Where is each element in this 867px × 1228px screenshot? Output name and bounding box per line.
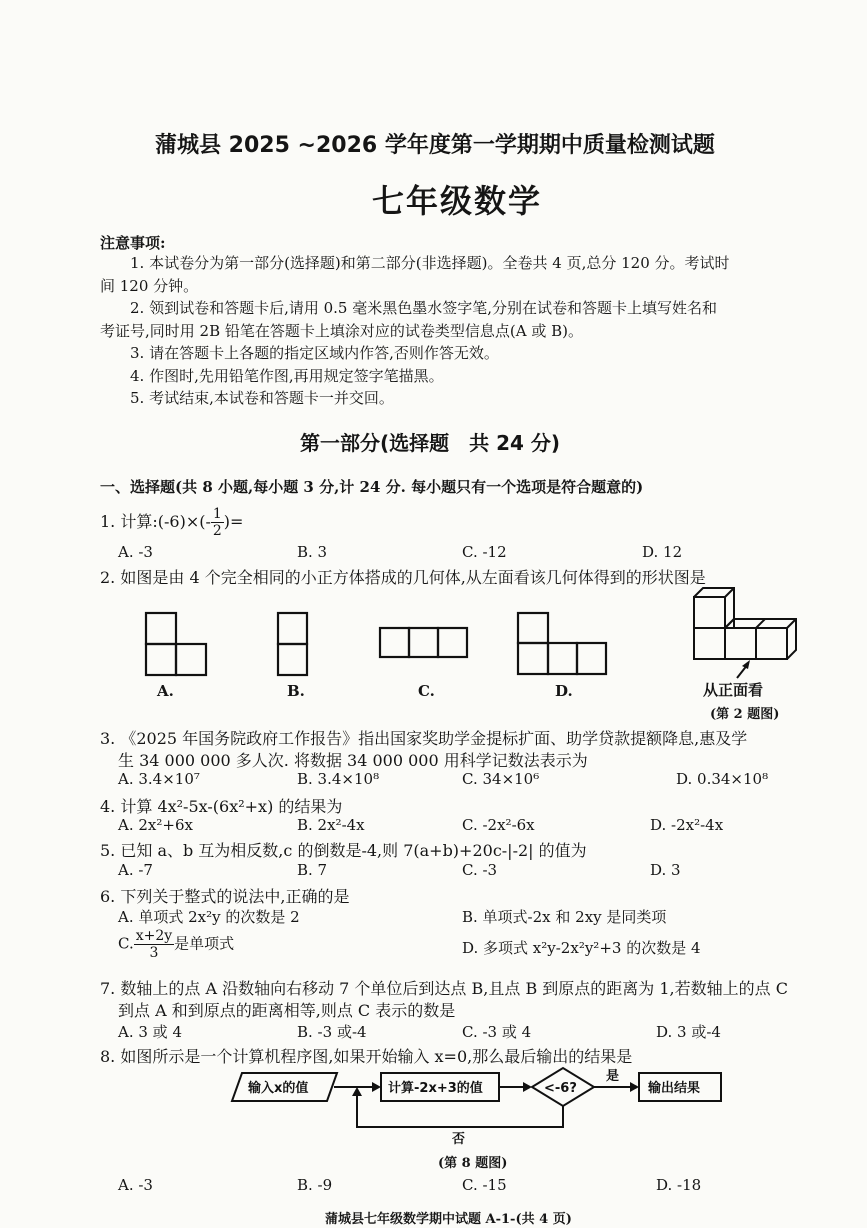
- question-7-line-1: 7. 数轴上的点 A 沿数轴向右移动 7 个单位后到达点 B,且点 B 到原点的距离为 1,若数轴上的点 C: [100, 979, 788, 998]
- option-c: C. 34×10⁶: [462, 770, 540, 788]
- subject-title: 七年级数学: [372, 182, 543, 220]
- option-a: A. -7: [118, 861, 153, 879]
- page-footer: 蒲城县七年级数学期中试题 A-1-(共 4 页): [325, 1212, 572, 1227]
- option-a-label: A.: [157, 682, 174, 700]
- part-title: 第一部分(选择题 共 24 分): [300, 431, 561, 455]
- option-d: D. 12: [642, 543, 683, 561]
- option-d-label: D.: [555, 682, 573, 700]
- question-4: 4. 计算 4x²-5x-(6x²+x) 的结果为: [100, 797, 343, 816]
- decision-diamond: [532, 1068, 594, 1106]
- svg-text:否: 否: [452, 1132, 466, 1147]
- option-c: C. $\frac{x+2y}{3}$ 是单项式: [118, 928, 235, 961]
- option-c: C. -15: [462, 1176, 507, 1194]
- loop-no: [357, 1092, 563, 1127]
- svg-text:<-6?: <-6?: [544, 1081, 577, 1096]
- option-a: A. 2x²+6x: [118, 816, 193, 834]
- option-b: B. 2x²-4x: [297, 816, 365, 834]
- input-box: [232, 1073, 337, 1101]
- option-a: A. 3 或 4: [118, 1023, 182, 1041]
- option-b: B. 3.4×10⁸: [297, 770, 380, 788]
- option-d: D. 3: [650, 861, 681, 879]
- option-b: B. 3: [297, 543, 328, 561]
- option-d: D. 多项式 x²y-2x²y²+3 的次数是 4: [462, 939, 701, 957]
- svg-text:输出结果: 输出结果: [648, 1081, 701, 1096]
- question-1-tail: )=: [223, 512, 244, 531]
- option-b: B. 单项式-2x 和 2xy 是同类项: [462, 908, 667, 926]
- option-d: D. 3 或-4: [656, 1023, 721, 1041]
- notice-line: 1. 本试卷分为第一部分(选择题)和第二部分(非选择题)。全卷共 4 页,总分 120 分。考试时: [130, 254, 730, 272]
- notice-heading: 注意事项:: [100, 234, 166, 252]
- option-d: D. 0.34×10⁸: [676, 770, 769, 788]
- fraction: $\frac{1}{2}$: [212, 506, 222, 539]
- option-a: A. 单项式 2x²y 的次数是 2: [118, 908, 300, 926]
- output-box: [639, 1073, 721, 1101]
- figure-caption: (第 2 题图): [710, 707, 780, 722]
- figure-caption: (第 8 题图): [438, 1156, 508, 1171]
- option-d: D. -18: [656, 1176, 702, 1194]
- notice-line: 3. 请在答题卡上各题的指定区域内作答,否则作答无效。: [130, 344, 499, 362]
- notice-line: 4. 作图时,先用铅笔作图,再用规定签字笔描黑。: [130, 367, 444, 385]
- option-b: B. -9: [297, 1176, 333, 1194]
- question-7-line-2: 到点 A 和到原点的距离相等,则点 C 表示的数是: [118, 1001, 456, 1020]
- svg-text:计算-2x+3的值: 计算-2x+3的值: [388, 1081, 483, 1096]
- fraction: $\frac{x+2y}{3}$: [135, 928, 173, 961]
- svg-text:输入x的值: 输入x的值: [248, 1081, 309, 1096]
- option-c: C. -2x²-6x: [462, 816, 535, 834]
- option-b-label: B.: [287, 682, 305, 700]
- question-6: 6. 下列关于整式的说法中,正确的是: [100, 887, 350, 906]
- option-c: C. -3: [462, 861, 498, 879]
- question-1-stem: 1. 计算:(-6)×(-: [100, 512, 211, 531]
- option-c: C. -3 或 4: [462, 1023, 532, 1041]
- notice-line: 2. 领到试卷和答题卡后,请用 0.5 毫米黑色墨水签字笔,分别在试卷和答题卡上填写姓名和: [130, 299, 718, 317]
- compute-box: [381, 1073, 499, 1101]
- question-8: 8. 如图所示是一个计算机程序图,如果开始输入 x=0,那么最后输出的结果是: [100, 1047, 633, 1066]
- option-b: B. -3 或-4: [297, 1023, 367, 1041]
- notice-line: 间 120 分钟。: [100, 277, 199, 295]
- option-d: D. -2x²-4x: [650, 816, 724, 834]
- option-b: B. 7: [297, 861, 328, 879]
- svg-text:是: 是: [606, 1069, 620, 1084]
- option-a: A. -3: [118, 1176, 153, 1194]
- notice-line: 考证号,同时用 2B 铅笔在答题卡上填涂对应的试卷类型信息点(A 或 B)。: [100, 322, 583, 340]
- question-3-line-2: 生 34 000 000 多人次. 将数据 34 000 000 用科学记数法表示为: [118, 751, 588, 770]
- front-view-label: 从正面看: [703, 681, 764, 699]
- option-a: A. 3.4×10⁷: [118, 770, 200, 788]
- section-heading: 一、选择题(共 8 小题,每小题 3 分,计 24 分. 每小题只有一个选项是符合题意的): [100, 478, 644, 496]
- option-c: C. -12: [462, 543, 507, 561]
- question-3-line-1: 3. 《2025 年国务院政府工作报告》指出国家奖助学金提标扩面、助学贷款提额降息,惠及学: [100, 729, 748, 748]
- option-c-label: C.: [418, 682, 435, 700]
- option-a: A. -3: [118, 543, 153, 561]
- exam-title: 蒲城县 2025 ~2026 学年度第一学期期中质量检测试题: [155, 133, 715, 158]
- question-2: 2. 如图是由 4 个完全相同的小正方体搭成的几何体,从左面看该几何体得到的形状图是: [100, 568, 706, 587]
- notice-line: 5. 考试结束,本试卷和答题卡一并交回。: [130, 389, 394, 407]
- question-5: 5. 已知 a、b 互为相反数,c 的倒数是-4,则 7(a+b)+20c-|-2| 的值为: [100, 841, 587, 860]
